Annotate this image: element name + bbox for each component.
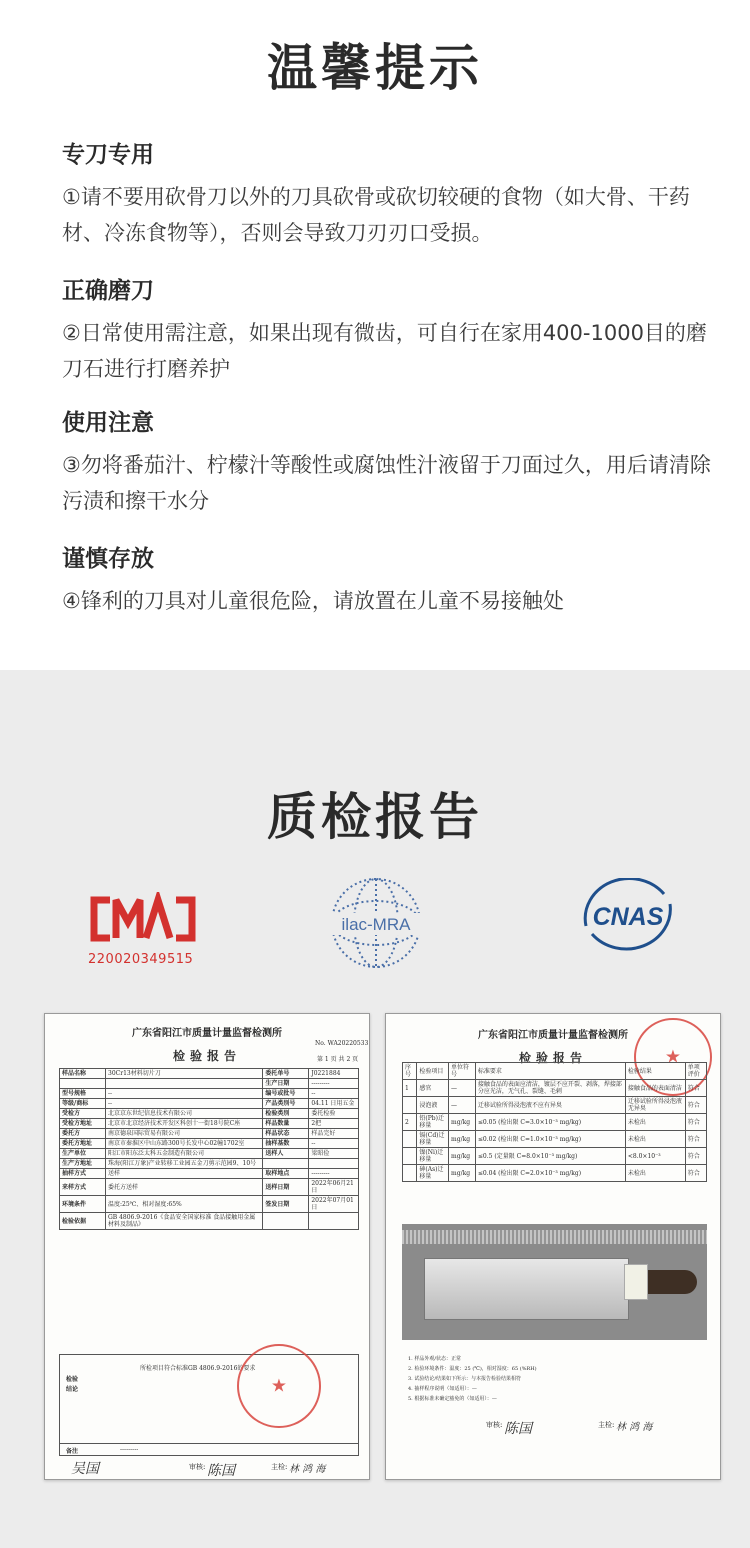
doc-info-label: 检验类别 xyxy=(263,1109,309,1119)
doc-result-cell xyxy=(403,1097,417,1114)
doc-result-cell xyxy=(403,1165,417,1182)
doc-org: 广东省阳江市质量计量监督检测所 xyxy=(478,1030,628,1041)
doc-info-row xyxy=(60,1109,359,1119)
doc-info-value: 阳江市阳东泛太科五金制造有限公司 xyxy=(106,1149,263,1159)
tip-heading: 谨慎存放 xyxy=(62,546,154,572)
doc-result-cell: 迁移试验所得浸泡液无异臭 xyxy=(625,1097,685,1114)
tip-heading: 正确磨刀 xyxy=(62,278,154,304)
approver-label: 审核: xyxy=(486,1421,503,1429)
doc-info-row xyxy=(60,1119,359,1129)
doc-result-cell: 镍(Ni)迁移量 xyxy=(417,1148,449,1165)
doc-info-label: 环境条件 xyxy=(60,1196,106,1213)
doc-info-row xyxy=(60,1213,359,1230)
doc-info-label: 检验依据 xyxy=(60,1213,106,1230)
doc-info-label xyxy=(263,1213,309,1230)
doc-result-cell: 镉(Cd)迁移量 xyxy=(417,1131,449,1148)
doc-note-line: 4. 抽样程序说明（如适用）：— xyxy=(408,1386,477,1392)
cnas-logo-icon xyxy=(576,878,680,954)
doc-result-cell: 砷(As)迁移量 xyxy=(417,1165,449,1182)
ilac-globe-icon xyxy=(328,875,424,971)
col-header: 标准要求 xyxy=(475,1063,625,1080)
doc-info-label: 抽样基数 xyxy=(263,1139,309,1149)
doc-result-cell: 未检出 xyxy=(625,1165,685,1182)
approver-label: 审核: xyxy=(189,1463,206,1471)
doc-info-label: 等级/商标 xyxy=(60,1099,106,1109)
doc-result-cell: 迁移试验所得浸泡液不应有异臭 xyxy=(475,1097,625,1114)
col-header: 单项评价 xyxy=(685,1063,706,1080)
doc-number: No. WA20220533 xyxy=(315,1040,369,1047)
tip-text: ①请不要用砍骨刀以外的刀具砍骨或砍切较硬的食物（如大骨、干药材、冷冻食物等），否则会导致刀刃刃口受损。 xyxy=(62,185,690,245)
doc-info-label: 来样方式 xyxy=(60,1179,106,1196)
doc-info-value: --------- xyxy=(309,1079,359,1089)
doc-result-cell: 2 xyxy=(403,1114,417,1131)
doc-info-label: 抽样方式 xyxy=(60,1169,106,1179)
tip-item-1 xyxy=(62,136,712,251)
doc-page: 第 1 页 共 2 页 xyxy=(317,1056,359,1063)
doc-conclusion-label: 检验结论 xyxy=(66,1376,79,1393)
doc-info-value xyxy=(309,1159,359,1169)
doc-info-label: 受检方地址 xyxy=(60,1119,106,1129)
doc-result-row xyxy=(403,1114,707,1131)
official-stamp xyxy=(237,1344,321,1428)
doc-info-label: 型号规格 xyxy=(60,1089,106,1099)
knife-blade-image xyxy=(424,1258,629,1320)
doc-info-value: 2022年06月21日 xyxy=(309,1179,359,1196)
doc-result-cell xyxy=(403,1148,417,1165)
doc-info-row xyxy=(60,1169,359,1179)
doc-result-row xyxy=(403,1097,707,1114)
doc-result-cell: — xyxy=(449,1080,476,1097)
doc-info-value: 南京市秦淮区中山东路300号长发中心02幢1702室 xyxy=(106,1139,263,1149)
doc-info-value: -- xyxy=(309,1089,359,1099)
main-inspector-signature: 林 鸿 海 xyxy=(289,1464,326,1475)
doc-info-value: 2把 xyxy=(309,1119,359,1129)
doc-info-row xyxy=(60,1069,359,1079)
cma-logo xyxy=(88,892,198,967)
col-header: 检验结果 xyxy=(625,1063,685,1080)
tip-text: ②日常使用需注意，如果出现有微齿，可自行在家用400-1000目的磨刀石进行打磨养护 xyxy=(62,321,707,381)
tips-title: 温馨提示 xyxy=(267,39,483,97)
doc-result-row xyxy=(403,1080,707,1097)
doc-info-value: 样品完好 xyxy=(309,1129,359,1139)
doc-result-cell: <8.0×10⁻³ xyxy=(625,1148,685,1165)
tip-text: ④锋利的刀具对儿童很危险，请放置在儿童不易接触处 xyxy=(62,589,564,613)
doc-title: 检验报告 xyxy=(172,1049,241,1063)
doc-result-cell: ≤0.04 (检出限 C=2.0×10⁻³ mg/kg) xyxy=(475,1165,625,1182)
doc-info-label: 送样日期 xyxy=(263,1179,309,1196)
doc-info-row xyxy=(60,1129,359,1139)
tip-heading: 专刀专用 xyxy=(62,142,154,168)
ilac-logo-text: ilac-MRA xyxy=(341,915,411,934)
doc-result-cell: 接触食品的表面应清洁，镀层不应开裂、剥落，焊接部分应光洁，无气孔、裂缝、毛刺 xyxy=(475,1080,625,1097)
doc-conclusion-text: 所检项目符合标准GB 4806.9-2016的要求 xyxy=(140,1365,256,1372)
doc-result-cell: 符合 xyxy=(685,1165,706,1182)
approver-signature: 陈国 xyxy=(207,1463,235,1479)
quality-report-section xyxy=(0,670,750,1548)
doc-note-line: 2. 检验环境条件：温度：25 (℃)，相对湿度：65 (%RH) xyxy=(408,1366,537,1372)
doc-result-cell: 接触食品的表面清洁 xyxy=(625,1080,685,1097)
writer-signature: 吴国 xyxy=(71,1461,99,1477)
tips-section xyxy=(0,0,750,670)
doc-info-label: 取样地点 xyxy=(263,1169,309,1179)
doc-info-row xyxy=(60,1089,359,1099)
doc-note-line: 1. 样品外观/状态：正常 xyxy=(408,1356,462,1362)
doc-result-cell: ≤0.02 (检出限 C=1.0×10⁻³ mg/kg) xyxy=(475,1131,625,1148)
tip-text: ③勿将番茄汁、柠檬汁等酸性或腐蚀性汁液留于刀面过久，用后请清除污渍和擦干水分 xyxy=(62,453,711,513)
sample-tag xyxy=(624,1264,648,1300)
cnas-logo-text: CNAS xyxy=(592,903,664,931)
doc-result-cell: 未检出 xyxy=(625,1114,685,1131)
doc-result-cell: mg/kg xyxy=(449,1148,476,1165)
doc-info-label xyxy=(263,1159,309,1169)
doc-result-cell: 铅(Pb)迁移量 xyxy=(417,1114,449,1131)
doc-result-row xyxy=(403,1165,707,1182)
tip-heading: 使用注意 xyxy=(62,410,154,436)
doc-result-cell xyxy=(403,1131,417,1148)
col-header: 单位符号 xyxy=(449,1063,476,1080)
doc-info-row xyxy=(60,1159,359,1169)
doc-info-value: 2022年07月01日 xyxy=(309,1196,359,1213)
doc-info-value: 北京京东世纪信息技术有限公司 xyxy=(106,1109,263,1119)
cnas-logo xyxy=(576,878,680,954)
doc-note-label: 备注 xyxy=(66,1448,79,1455)
doc-result-cell: — xyxy=(449,1097,476,1114)
doc-info-value: -- xyxy=(106,1089,263,1099)
doc-result-cell: 符合 xyxy=(685,1131,706,1148)
doc-result-cell: ≤0.05 (检出限 C=3.0×10⁻³ mg/kg) xyxy=(475,1114,625,1131)
doc-title: 检验报告 xyxy=(518,1051,587,1065)
doc-result-cell: mg/kg xyxy=(449,1131,476,1148)
doc-info-value: --------- xyxy=(309,1169,359,1179)
doc-info-label: 样品状态 xyxy=(263,1129,309,1139)
doc-notes xyxy=(408,1354,537,1404)
doc-info-label: 签发日期 xyxy=(263,1196,309,1213)
doc-info-value: -- xyxy=(309,1139,359,1149)
main-inspector-label: 主检: xyxy=(598,1421,615,1429)
tip-item-3 xyxy=(62,404,712,519)
doc-info-table xyxy=(59,1068,359,1230)
main-inspector-signature: 林 鸿 海 xyxy=(616,1422,653,1433)
col-header: 序号 xyxy=(403,1063,417,1080)
sample-photo xyxy=(402,1224,707,1340)
doc-note-row xyxy=(59,1444,359,1456)
stamp-star-icon: ★ xyxy=(664,1046,682,1068)
doc-info-label xyxy=(60,1079,106,1089)
cma-number: 220020349515 xyxy=(88,952,194,967)
doc-info-label: 委托方地址 xyxy=(60,1139,106,1149)
doc-note-line: 3. 试验结论/结果如下所示：与本报告检验结果相符 xyxy=(408,1376,522,1382)
doc-info-value: 梁昭俭 xyxy=(309,1149,359,1159)
doc-info-row xyxy=(60,1179,359,1196)
doc-note-line: 5. 根据标准未确定豁免的（如适用）：— xyxy=(408,1396,497,1402)
col-header: 检验项目 xyxy=(417,1063,449,1080)
doc-info-value: 南京德泉国际贸易有限公司 xyxy=(106,1129,263,1139)
doc-info-label: 生产单位 xyxy=(60,1149,106,1159)
tip-item-4 xyxy=(62,540,712,619)
doc-info-label: 样品名称 xyxy=(60,1069,106,1079)
ilac-mra-logo xyxy=(328,875,424,971)
approver-signature: 陈国 xyxy=(504,1421,532,1437)
doc-info-label: 编号或批号 xyxy=(263,1089,309,1099)
doc-info-value: J0221884 xyxy=(309,1069,359,1079)
doc-info-row xyxy=(60,1139,359,1149)
doc-result-cell: 1 xyxy=(403,1080,417,1097)
doc-info-value xyxy=(106,1079,263,1089)
doc-result-cell: 未检出 xyxy=(625,1131,685,1148)
photo-ruler xyxy=(402,1230,707,1244)
doc-org: 广东省阳江市质量计量监督检测所 xyxy=(132,1028,282,1039)
doc-info-label: 样品数量 xyxy=(263,1119,309,1129)
doc-info-value: 04.11 日用五金 xyxy=(309,1099,359,1109)
doc-results-table xyxy=(402,1062,707,1182)
doc-info-value: GB 4806.9-2016《食品安全国家标准 食品接触用金属材料及制品》 xyxy=(106,1213,263,1230)
doc-info-row xyxy=(60,1196,359,1213)
doc-info-value: 委托方送样 xyxy=(106,1179,263,1196)
doc-result-cell: ≤0.5 (定量限 C=8.0×10⁻³ mg/kg) xyxy=(475,1148,625,1165)
doc-result-row xyxy=(403,1131,707,1148)
doc-info-value: 北京市北京经济技术开发区科创十一街18号院C座 xyxy=(106,1119,263,1129)
doc-info-label: 生产日期 xyxy=(263,1079,309,1089)
cma-logo-icon xyxy=(88,892,198,948)
main-inspector-label: 主检: xyxy=(271,1463,288,1471)
tip-item-2 xyxy=(62,272,712,387)
doc-info-value: 委托检验 xyxy=(309,1109,359,1119)
report-document-page-2 xyxy=(385,1013,721,1480)
doc-info-value: 温度:25℃、相对湿度:65% xyxy=(106,1196,263,1213)
doc-result-cell: 符合 xyxy=(685,1097,706,1114)
doc-info-label: 生产方地址 xyxy=(60,1159,106,1169)
doc-result-row xyxy=(403,1148,707,1165)
doc-info-row xyxy=(60,1079,359,1089)
doc-info-label: 产品类别号 xyxy=(263,1099,309,1109)
doc-info-label: 送样人 xyxy=(263,1149,309,1159)
doc-result-cell: 符合 xyxy=(685,1080,706,1097)
doc-result-cell: mg/kg xyxy=(449,1165,476,1182)
doc-info-label: 受检方 xyxy=(60,1109,106,1119)
report-title: 质检报告 xyxy=(267,788,483,846)
report-document-page-1 xyxy=(44,1013,370,1480)
doc-info-value xyxy=(309,1213,359,1230)
doc-result-cell: 符合 xyxy=(685,1114,706,1131)
doc-result-cell: 感官 xyxy=(417,1080,449,1097)
doc-result-cell: mg/kg xyxy=(449,1114,476,1131)
doc-result-cell: 浸泡液 xyxy=(417,1097,449,1114)
doc-info-label: 委托单号 xyxy=(263,1069,309,1079)
doc-info-value: 珠海(阳江万象)产业转移工业园五金刀剪示范园9、10号 xyxy=(106,1159,263,1169)
doc-note-value: --------- xyxy=(120,1446,139,1453)
doc-info-row xyxy=(60,1149,359,1159)
doc-info-value: -- xyxy=(106,1099,263,1109)
doc-info-label: 委托方 xyxy=(60,1129,106,1139)
doc-result-cell: 符合 xyxy=(685,1148,706,1165)
doc-info-value: 30Cr13材料切片刀 xyxy=(106,1069,263,1079)
doc-info-row xyxy=(60,1099,359,1109)
doc-info-value: 送样 xyxy=(106,1169,263,1179)
stamp-star-icon: ★ xyxy=(270,1375,288,1397)
